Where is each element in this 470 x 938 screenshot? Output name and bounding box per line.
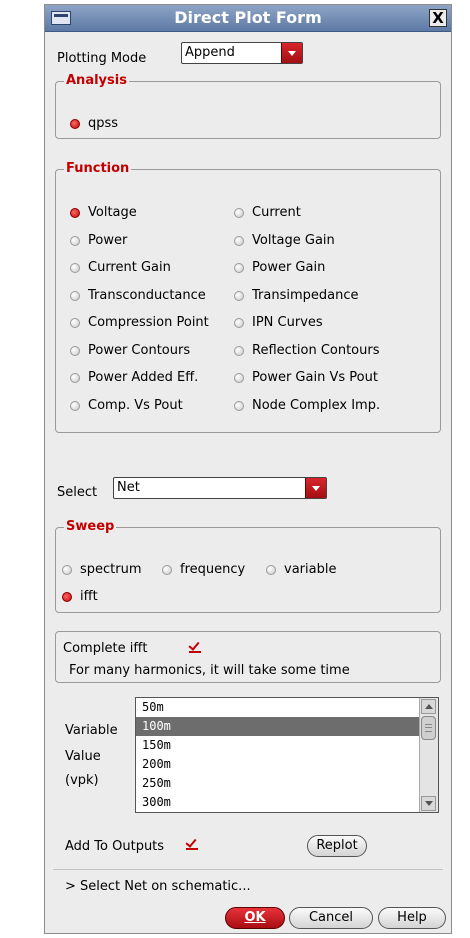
- add-to-outputs-checkbox[interactable]: [185, 837, 199, 851]
- radio-compression-point[interactable]: [68, 314, 209, 332]
- replot-button[interactable]: Replot: [307, 835, 367, 857]
- scroll-thumb[interactable]: [421, 716, 436, 740]
- function-group: [55, 161, 441, 433]
- divider: [53, 869, 443, 870]
- radio-power[interactable]: [68, 232, 127, 250]
- radio-ipn-curves[interactable]: [232, 314, 323, 332]
- complete-ifft-note: For many harmonics, it will take some time: [69, 663, 350, 678]
- value-label: Value: [65, 749, 101, 764]
- radio-label: Current Gain: [88, 260, 171, 275]
- plotting-mode-select[interactable]: [181, 42, 303, 64]
- analysis-group-title: Analysis: [66, 73, 127, 88]
- radio-dot: [234, 401, 244, 411]
- radio-dot: [62, 565, 72, 575]
- ok-label: OK: [244, 910, 266, 925]
- radio-dot: [70, 263, 80, 273]
- radio-current-gain[interactable]: [68, 259, 171, 277]
- radio-variable[interactable]: [264, 561, 336, 579]
- radio-dot: [234, 236, 244, 246]
- radio-label: spectrum: [80, 562, 142, 577]
- radio-label: Power Contours: [88, 343, 191, 358]
- radio-transimpedance[interactable]: [232, 287, 358, 305]
- radio-label: Power Gain: [252, 260, 326, 275]
- radio-dot: [266, 565, 276, 575]
- radio-label: qpss: [88, 116, 119, 131]
- radio-ifft[interactable]: [60, 588, 98, 606]
- radio-dot: [70, 373, 80, 383]
- radio-dot: [234, 346, 244, 356]
- sweep-group-title: Sweep: [66, 519, 115, 534]
- radio-transconductance[interactable]: [68, 287, 206, 305]
- radio-dot: [70, 208, 80, 218]
- sweep-group: [55, 519, 441, 613]
- radio-comp-vs-pout[interactable]: [68, 397, 183, 415]
- radio-dot: [234, 373, 244, 383]
- radio-voltage-gain[interactable]: [232, 232, 335, 250]
- radio-dot: [70, 318, 80, 328]
- list-item[interactable]: 200m: [142, 757, 171, 771]
- radio-dot: [70, 291, 80, 301]
- status-text: > Select Net on schematic...: [65, 879, 251, 894]
- radio-label: ifft: [80, 589, 98, 604]
- cancel-button[interactable]: [289, 907, 373, 929]
- radio-power-added-eff[interactable]: [68, 369, 198, 387]
- complete-ifft-label: Complete ifft: [63, 641, 148, 656]
- scroll-up-icon[interactable]: [421, 699, 436, 714]
- radio-node-complex-imp[interactable]: [232, 397, 380, 415]
- chevron-down-icon[interactable]: [305, 478, 326, 498]
- plotting-mode-label: Plotting Mode: [57, 51, 147, 66]
- radio-label: Node Complex Imp.: [252, 398, 381, 413]
- radio-label: Power Gain Vs Pout: [252, 370, 378, 385]
- select-value: Net: [117, 480, 140, 495]
- list-item[interactable]: 150m: [142, 738, 171, 752]
- variable-label: Variable: [65, 723, 118, 738]
- radio-label: IPN Curves: [252, 315, 323, 330]
- radio-dot: [234, 291, 244, 301]
- radio-label: variable: [284, 562, 337, 577]
- radio-label: Current: [252, 205, 301, 220]
- list-scrollbar[interactable]: [419, 698, 438, 812]
- vpk-label: (vpk): [65, 773, 99, 788]
- radio-label: Voltage: [88, 205, 137, 220]
- radio-qpss[interactable]: [68, 115, 118, 133]
- radio-current[interactable]: [232, 204, 301, 222]
- plotting-mode-value: Append: [185, 45, 235, 60]
- radio-frequency[interactable]: [160, 561, 245, 579]
- analysis-group: [55, 73, 441, 139]
- title-bar[interactable]: [45, 5, 451, 32]
- close-icon[interactable]: X: [429, 9, 447, 27]
- radio-label: frequency: [180, 562, 246, 577]
- radio-power-contours[interactable]: [68, 342, 190, 360]
- ok-button[interactable]: [225, 907, 285, 929]
- list-item-selected[interactable]: 100m: [136, 717, 438, 736]
- radio-power-gain-vs-pout[interactable]: [232, 369, 378, 387]
- list-item[interactable]: 250m: [142, 776, 171, 790]
- radio-dot: [70, 236, 80, 246]
- variable-value-list[interactable]: [135, 697, 439, 813]
- add-to-outputs-label: Add To Outputs: [65, 839, 165, 854]
- radio-label: Transimpedance: [252, 288, 359, 303]
- radio-spectrum[interactable]: [60, 561, 142, 579]
- radio-dot: [234, 318, 244, 328]
- radio-label: Transconductance: [88, 288, 206, 303]
- help-button[interactable]: [378, 907, 446, 929]
- radio-dot: [70, 401, 80, 411]
- cancel-label: Cancel: [308, 910, 354, 925]
- radio-label: Voltage Gain: [252, 233, 335, 248]
- radio-dot: [234, 263, 244, 273]
- radio-dot: [70, 346, 80, 356]
- list-item[interactable]: 50m: [142, 700, 164, 714]
- complete-ifft-checkbox[interactable]: [188, 640, 202, 654]
- complete-ifft-box: [55, 631, 441, 683]
- radio-dot: [234, 208, 244, 218]
- chevron-down-icon[interactable]: [281, 43, 302, 63]
- direct-plot-form-window: [44, 4, 452, 934]
- radio-dot: [70, 119, 80, 129]
- radio-reflection-contours[interactable]: [232, 342, 380, 360]
- radio-power-gain[interactable]: [232, 259, 325, 277]
- radio-dot: [62, 592, 72, 602]
- radio-label: Reflection Contours: [252, 343, 380, 358]
- radio-label: Power Added Eff.: [88, 370, 199, 385]
- radio-label: Compression Point: [88, 315, 209, 330]
- radio-dot: [162, 565, 172, 575]
- list-item[interactable]: 300m: [142, 795, 171, 809]
- select-label: Select: [57, 485, 98, 500]
- window-title: Direct Plot Form: [174, 8, 322, 27]
- help-label: Help: [397, 910, 427, 925]
- radio-label: Comp. Vs Pout: [88, 398, 183, 413]
- radio-label: Power: [88, 233, 128, 248]
- function-group-title: Function: [66, 161, 130, 176]
- select-dropdown[interactable]: [113, 477, 327, 499]
- scroll-down-icon[interactable]: [421, 796, 436, 811]
- radio-voltage[interactable]: [68, 204, 137, 222]
